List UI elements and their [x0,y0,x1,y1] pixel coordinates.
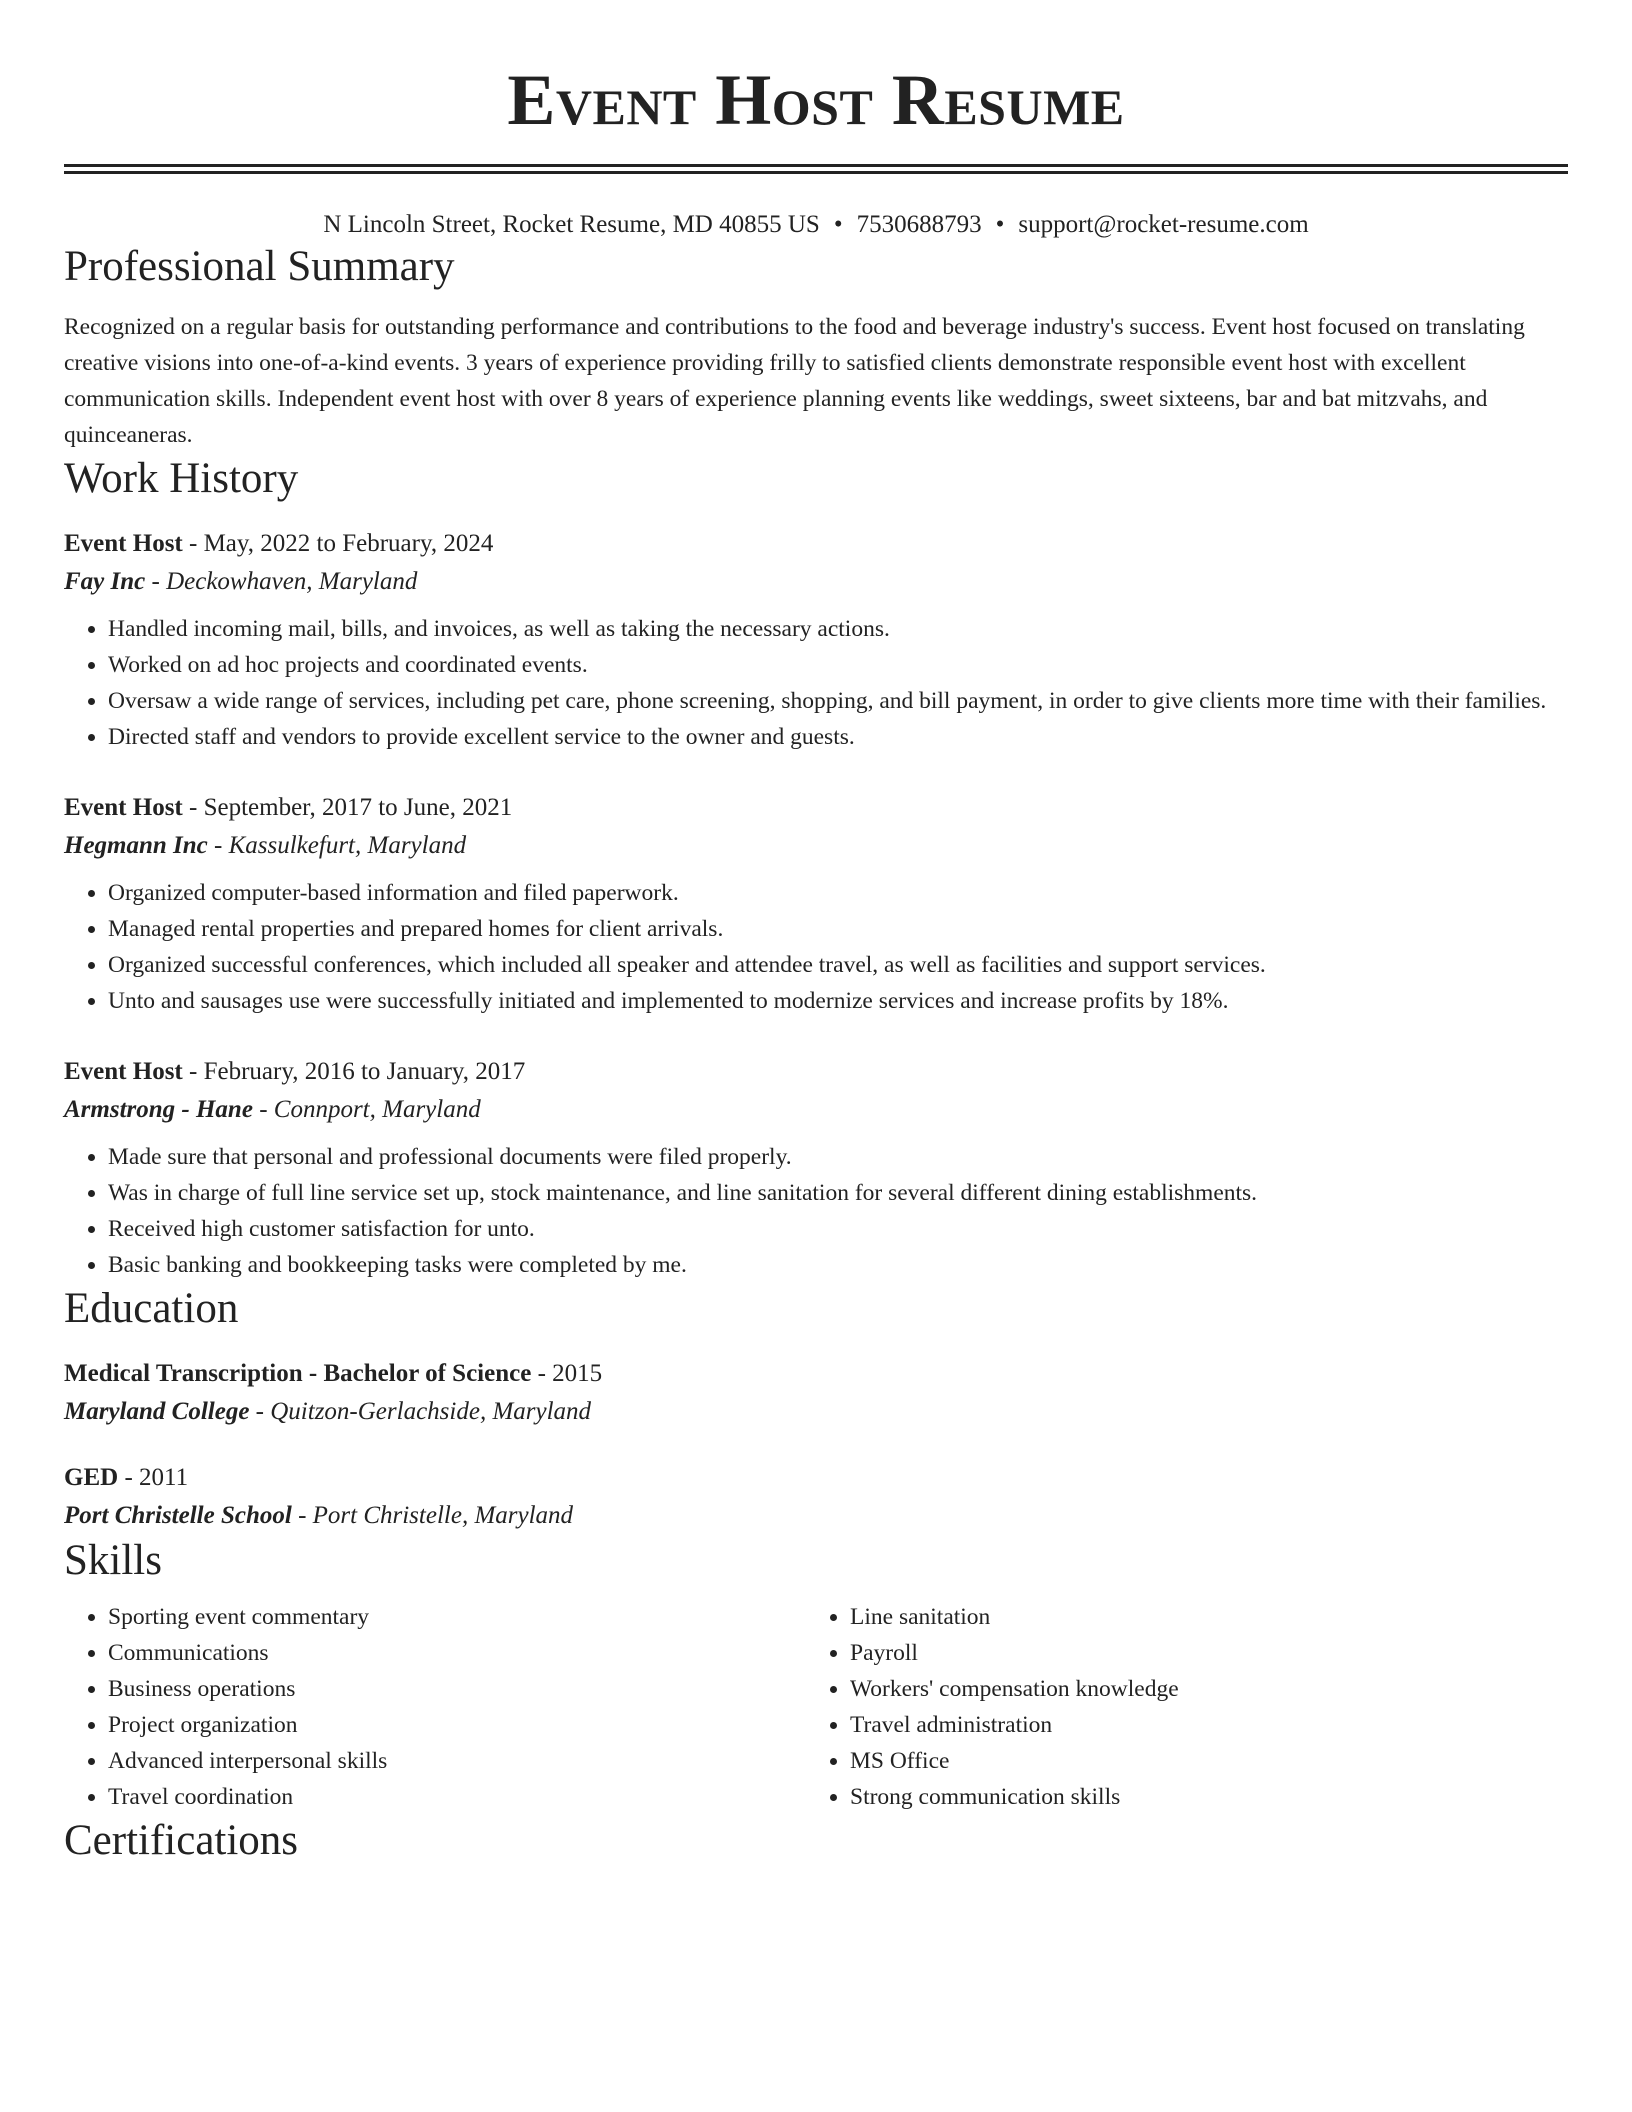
job-duty: • Oversaw a wide range of services, including pet care, phone screening, shopping, and bill payment, in order to give clients more time with their families. [108,683,1568,719]
degree-year: - 2011 [118,1464,189,1491]
certifications-heading: Certifications [64,1817,299,1864]
job-duties [64,611,1568,755]
job-entry [64,789,1568,1019]
skill-item: • Sporting event commentary [108,1599,806,1635]
job-title: Event Host [64,1058,183,1085]
job-company: Fay Inc [64,568,146,595]
skills-heading: Skills [64,1537,162,1584]
job-duty: • Received high customer satisfaction for unto. [108,1211,1568,1247]
job-dates: - September, 2017 to June, 2021 [182,794,513,821]
job-dates: - February, 2016 to January, 2017 [182,1058,526,1085]
skills-column-left [64,1599,806,1815]
skill-item: • Travel administration [850,1707,1548,1743]
job-entry [64,1053,1568,1283]
job-duty: • Was in charge of full line service set up, stock maintenance, and line sanitation for several different dining establishments. [108,1175,1568,1211]
job-dates: - May, 2022 to February, 2024 [182,530,494,557]
skill-item: • Workers' compensation knowledge [850,1671,1548,1707]
job-company-line [64,827,1568,865]
contact-separator: • [833,211,843,238]
job-location: - Connport, Maryland [252,1096,481,1123]
job-duty: • Directed staff and vendors to provide excellent service to the owner and guests. [108,719,1568,755]
job-company: Hegmann Inc [64,832,208,859]
job-location: - Deckowhaven, Maryland [145,568,418,595]
education-entry [64,1459,1568,1535]
skill-item: • Communications [108,1635,806,1671]
job-entry [64,525,1568,755]
job-company: Armstrong - Hane [64,1096,253,1123]
skill-item: • Advanced interpersonal skills [108,1743,806,1779]
degree: Medical Transcription - Bachelor of Science [64,1360,532,1387]
contact-address: N Lincoln Street, Rocket Resume, MD 40855 US [323,211,820,238]
skill-item: • Line sanitation [850,1599,1548,1635]
degree: GED [64,1464,119,1491]
skill-item: • Strong communication skills [850,1779,1548,1815]
job-duty: • Managed rental properties and prepared homes for client arrivals. [108,911,1568,947]
summary-text: Recognized on a regular basis for outstanding performance and contributions to the food and beverage industry's success. Event host focused on translating creative visions into one-of-a-kind events. 3 years of experience providing frilly to satisfied clients demonstrate responsible event host with excellent communication skills. Independent event host with over 8 years of experience planning events like weddings, sweet sixteens, bar and bat mitzvahs, and quinceaneras. [64,314,1525,448]
job-company-line [64,563,1568,601]
job-company-line [64,1091,1568,1129]
job-duty: • Organized computer-based information and filed paperwork. [108,875,1568,911]
job-title-line [64,525,1568,563]
skill-item: • MS Office [850,1743,1548,1779]
skill-item: • Project organization [108,1707,806,1743]
skill-item: • Business operations [108,1671,806,1707]
work-history-heading: Work History [64,455,299,502]
contact-email: support@rocket-resume.com [1018,211,1309,238]
school-location: - Port Christelle, Maryland [291,1502,574,1529]
summary-heading: Professional Summary [64,243,455,290]
skills-column-right [806,1599,1548,1815]
contact-phone: 7530688793 [856,211,982,238]
job-title: Event Host [64,530,183,557]
skill-item: • Payroll [850,1635,1548,1671]
school-line [64,1497,1568,1535]
school-line [64,1393,1568,1431]
education-entry [64,1355,1568,1431]
degree-year: - 2015 [531,1360,603,1387]
job-duty: • Made sure that personal and professional documents were filed properly. [108,1139,1568,1175]
job-duty: • Handled incoming mail, bills, and invoices, as well as taking the necessary actions. [108,611,1568,647]
degree-line [64,1459,1568,1497]
skills-list [64,1599,1568,1815]
school-location: - Quitzon-Gerlachside, Maryland [249,1398,592,1425]
job-location: - Kassulkefurt, Maryland [207,832,467,859]
job-duty: • Basic banking and bookkeeping tasks were completed by me. [108,1247,1568,1283]
job-title-line [64,789,1568,827]
school: Maryland College [64,1398,250,1425]
degree-line [64,1355,1568,1393]
resume-title: Event Host Resume [507,60,1125,140]
skill-item: • Travel coordination [108,1779,806,1815]
job-title-line [64,1053,1568,1091]
job-duties [64,1139,1568,1283]
education-heading: Education [64,1285,239,1332]
job-duty: • Unto and sausages use were successfully initiated and implemented to modernize services and increase profits by 18%. [108,983,1568,1019]
job-title: Event Host [64,794,183,821]
job-duty: • Worked on ad hoc projects and coordinated events. [108,647,1568,683]
school: Port Christelle School [64,1502,292,1529]
contact-separator: • [995,211,1005,238]
title-divider [64,164,1568,174]
job-duty: • Organized successful conferences, which included all speaker and attendee travel, as well as facilities and support services. [108,947,1568,983]
job-duties [64,875,1568,1019]
contact-line [64,209,1568,241]
